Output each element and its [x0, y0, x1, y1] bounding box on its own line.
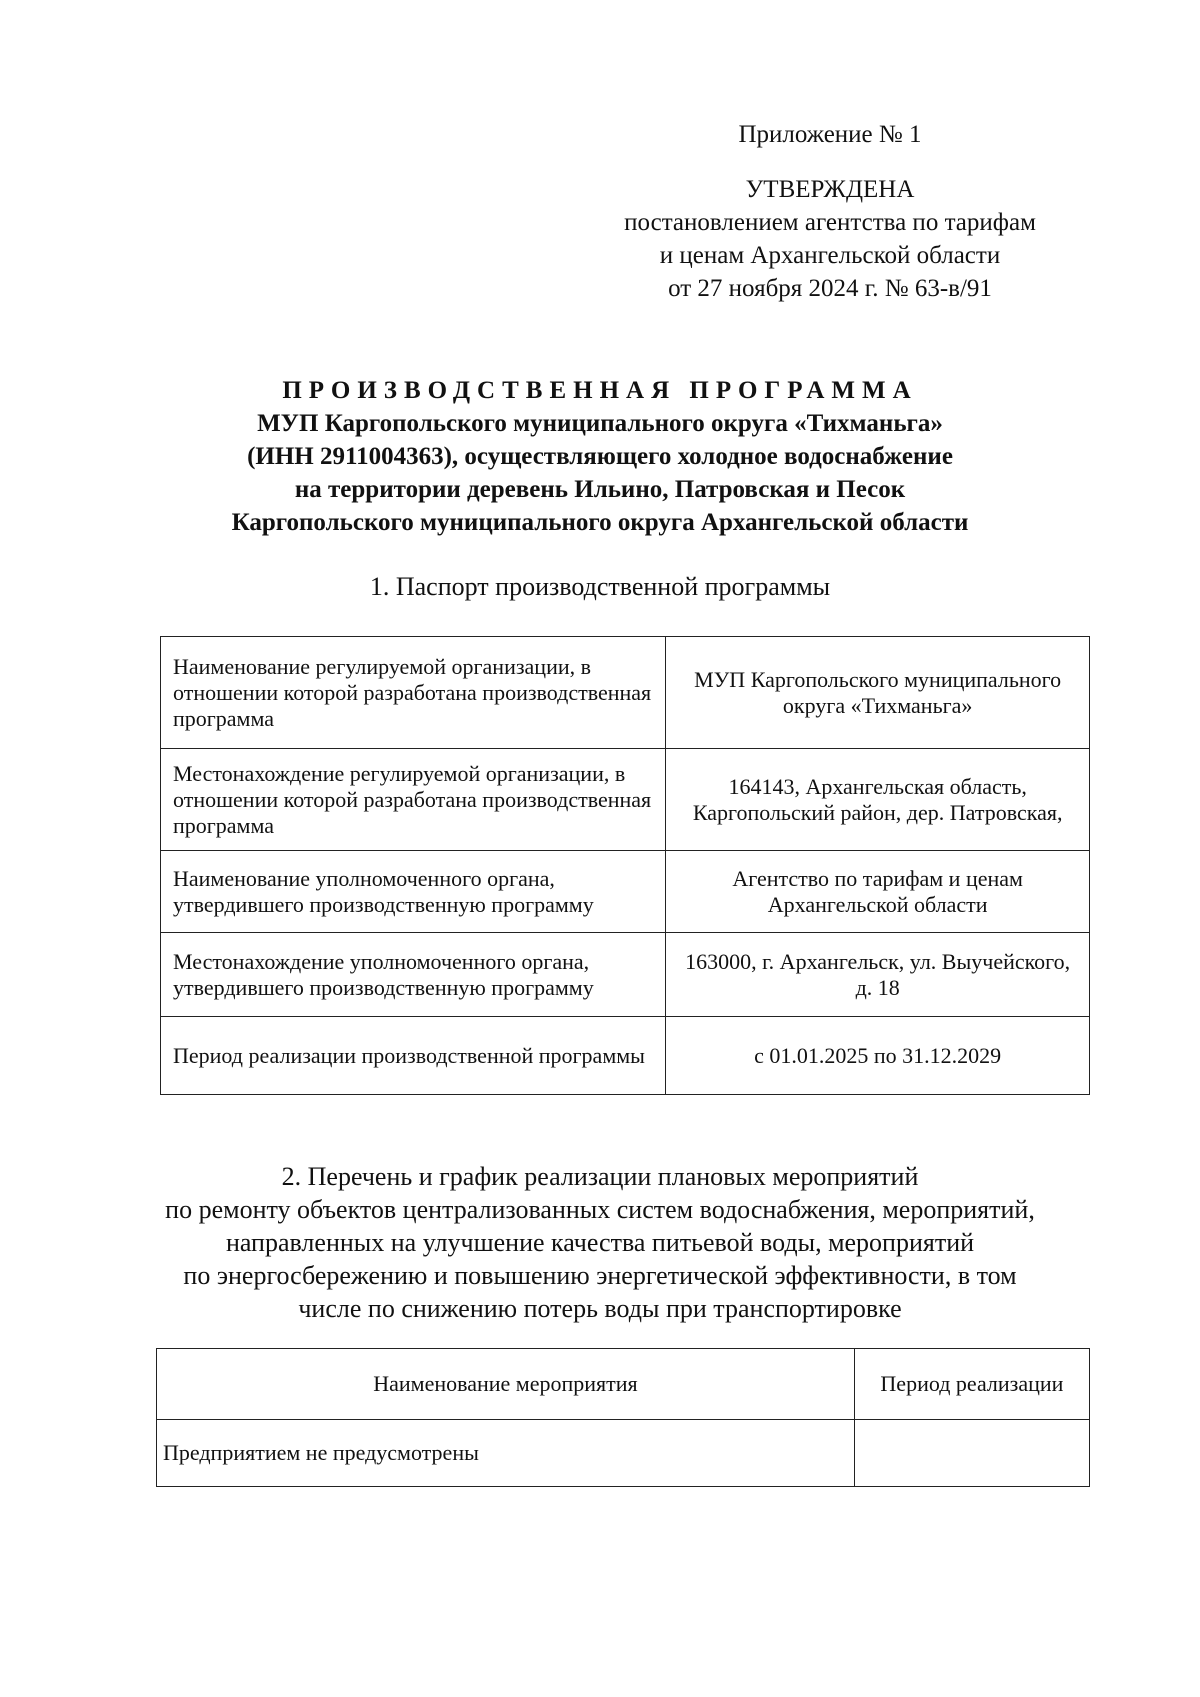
passport-value: МУП Каргопольского муниципального округа «Тихманьга» [666, 637, 1090, 749]
measure-cell: Предприятием не предусмотрены [157, 1420, 855, 1487]
section-1-heading [120, 570, 1080, 603]
passport-value: Агентство по тарифам и ценам Архангельской области [666, 851, 1090, 933]
table-row [161, 1017, 1090, 1095]
period-cell [854, 1420, 1089, 1487]
approved-by-line: от 27 ноября 2024 г. № 63-в/91 [668, 275, 992, 302]
table-header-row [157, 1349, 1090, 1420]
approved-by-line: и ценам Архангельской области [659, 242, 1001, 269]
table-row [161, 851, 1090, 933]
section-2-heading-line: числе по снижению потерь воды при транспортировке [298, 1294, 902, 1323]
measures-table [156, 1348, 1090, 1487]
column-header-measure: Наименование мероприятия [157, 1349, 855, 1420]
section-2-heading-line: по ремонту объектов централизованных систем водоснабжения, мероприятий, [165, 1195, 1035, 1224]
table-row [161, 637, 1090, 749]
approved-by-line: постановлением агентства по тарифам [624, 209, 1036, 236]
title-line: (ИНН 2911004363), осуществляющего холодное водоснабжение [247, 443, 953, 470]
passport-label: Местонахождение регулируемой организации, в отношении которой разработана производственная программа [161, 749, 666, 851]
table-row [161, 933, 1090, 1017]
column-header-period: Период реализации [854, 1349, 1089, 1420]
table-row [161, 749, 1090, 851]
approval-block [600, 118, 1060, 305]
title-line: на территории деревень Ильино, Патровская и Песок [294, 476, 906, 503]
title-line: ПРОИЗВОДСТВЕННАЯ ПРОГРАММА [282, 377, 918, 404]
passport-value: с 01.01.2025 по 31.12.2029 [666, 1017, 1090, 1095]
appendix-label: Приложение № 1 [738, 121, 922, 148]
passport-label: Период реализации производственной программы [161, 1017, 666, 1095]
document-title [140, 374, 1060, 539]
section-2-heading-line: направленных на улучшение качества питьевой воды, мероприятий [225, 1228, 975, 1257]
passport-label: Наименование уполномоченного органа, утвердившего производственную программу [161, 851, 666, 933]
passport-table [160, 636, 1090, 1095]
title-line: Каргопольского муниципального округа Архангельской области [231, 509, 969, 536]
section-2-heading [120, 1160, 1080, 1325]
section-2-heading-line: 2. Перечень и график реализации плановых мероприятий [281, 1162, 919, 1191]
title-line: МУП Каргопольского муниципального округа «Тихманьга» [257, 410, 943, 437]
passport-value: 163000, г. Архангельск, ул. Выучейского, д. 18 [666, 933, 1090, 1017]
passport-value: 164143, Архангельская область, Каргопольский район, дер. Патровская, [666, 749, 1090, 851]
approved-label: УТВЕРЖДЕНА [745, 176, 915, 203]
table-row [157, 1420, 1090, 1487]
passport-label: Местонахождение уполномоченного органа, утвердившего производственную программу [161, 933, 666, 1017]
section-2-heading-line: по энергосбережению и повышению энергетической эффективности, в том [183, 1261, 1017, 1290]
section-1-heading-text: 1. Паспорт производственной программы [369, 572, 831, 601]
passport-label: Наименование регулируемой организации, в отношении которой разработана производственная программа [161, 637, 666, 749]
